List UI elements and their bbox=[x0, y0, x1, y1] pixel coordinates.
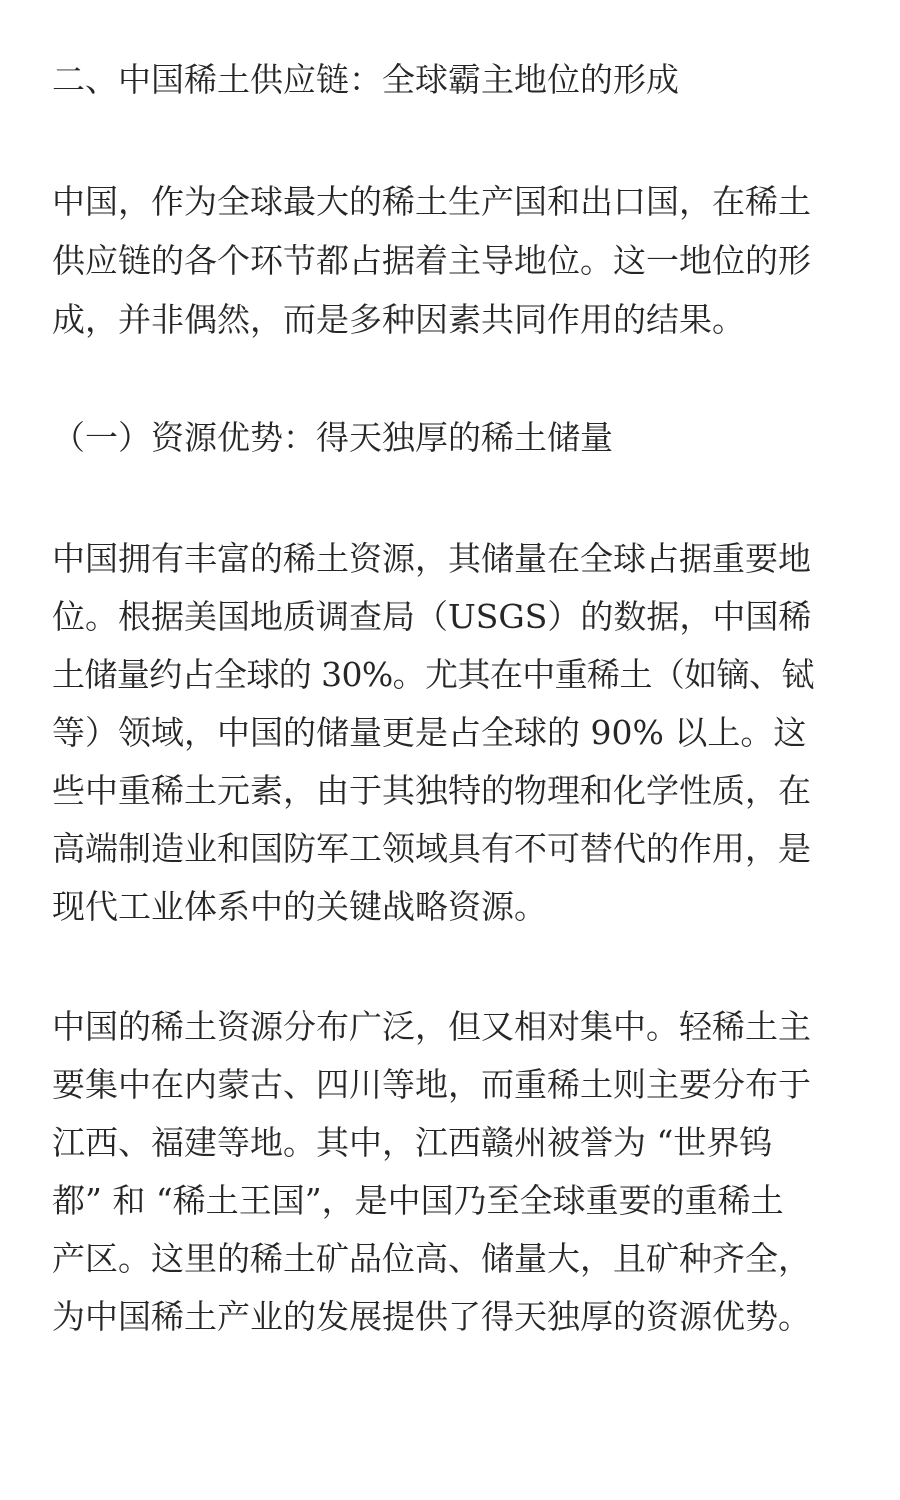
subsection-heading: （一）资源优势：得天独厚的稀土储量 bbox=[52, 418, 613, 457]
paragraph-line: 位。根据美国地质调查局（USGS）的数据，中国稀 bbox=[52, 597, 812, 636]
paragraph-line: 现代工业体系中的关键战略资源。 bbox=[52, 887, 547, 926]
paragraph-line: 成，并非偶然，而是多种因素共同作用的结果。 bbox=[52, 300, 745, 339]
paragraph-line: 土储量约占全球的 30%。尤其在中重稀土（如镝、铽 bbox=[52, 655, 814, 694]
paragraph-line: 中国，作为全球最大的稀土生产国和出口国，在稀土 bbox=[52, 182, 811, 221]
paragraph-line: 都” 和 “稀土王国”，是中国乃至全球重要的重稀土 bbox=[52, 1181, 784, 1220]
paragraph-line: 中国拥有丰富的稀土资源，其储量在全球占据重要地 bbox=[52, 539, 811, 578]
section-heading: 二、中国稀土供应链：全球霸主地位的形成 bbox=[52, 60, 679, 99]
paragraph-line: 些中重稀土元素，由于其独特的物理和化学性质，在 bbox=[52, 771, 811, 810]
paragraph-line: 为中国稀土产业的发展提供了得天独厚的资源优势。 bbox=[52, 1297, 811, 1336]
paragraph-line: 江西、福建等地。其中，江西赣州被誉为 “世界钨 bbox=[52, 1123, 773, 1162]
paragraph-line: 产区。这里的稀土矿品位高、储量大，且矿种齐全， bbox=[52, 1239, 811, 1278]
paragraph-line: 高端制造业和国防军工领域具有不可替代的作用，是 bbox=[52, 829, 811, 868]
paragraph-line: 中国的稀土资源分布广泛，但又相对集中。轻稀土主 bbox=[52, 1007, 811, 1046]
paragraph-line: 等）领域，中国的储量更是占全球的 90% 以上。这 bbox=[52, 713, 807, 752]
paragraph-line: 要集中在内蒙古、四川等地，而重稀土则主要分布于 bbox=[52, 1065, 811, 1104]
paragraph-line: 供应链的各个环节都占据着主导地位。这一地位的形 bbox=[52, 241, 811, 280]
